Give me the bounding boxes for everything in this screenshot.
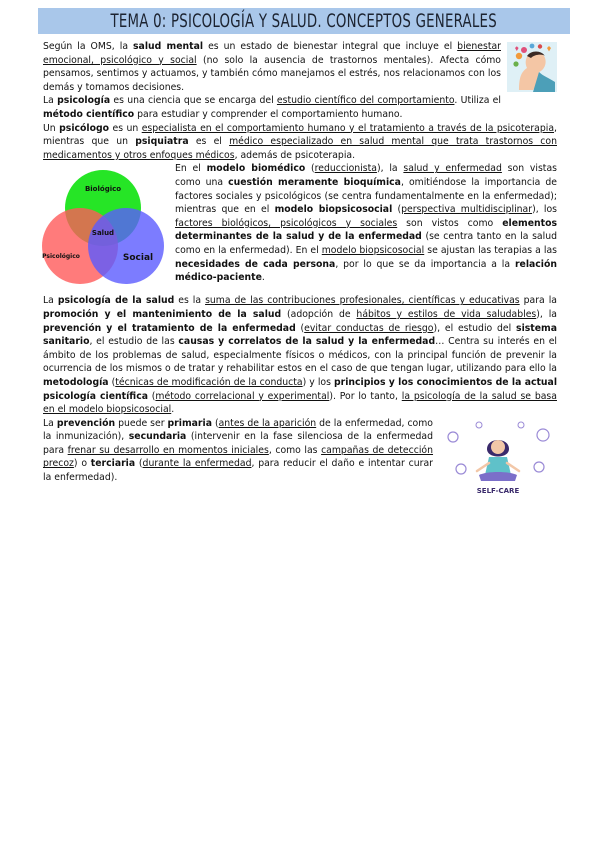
venn-diagram	[39, 164, 167, 292]
venn-label-social: Social	[122, 253, 154, 264]
document-body	[43, 40, 557, 501]
venn-circle-social	[88, 208, 164, 284]
venn-label-psicologico: Psicológico	[42, 253, 80, 261]
self-care-label: SELF-CARE	[476, 486, 520, 495]
venn-label-salud: Salud	[91, 229, 115, 238]
paragraph-prevencion: La prevención puede ser primaria (antes de la aparición de la enfermedad, como la inmunización), secundaria (intervenir en la fase silenciosa de la enfermedad para frenar su desarrollo en momentos iniciales, como las campañas de detección precoz) o terciaria (durante la enfermedad, para reducir el daño e intentar curar la enfermedad).	[43, 417, 434, 484]
self-care-illustration	[439, 419, 557, 497]
mental-health-illustration	[507, 42, 557, 92]
title-bar	[38, 8, 570, 34]
paragraph-salud-mental: Según la OMS, la salud mental es un estado de bienestar integral que incluye el bienestar emocional, psicológico y social (no solo la ausencia de trastornos mentales). Afecta cómo pensamos, sentimos y actuamos, y también cómo manejamos el estrés, nos relacionamos con los demás y tomamos decisiones.	[43, 41, 501, 93]
paragraph-psicologia-salud: La psicología de la salud es la suma de las contribuciones profesionales, científicas y educativas para la promoción y el mantenimiento de la salud (adopción de hábitos y estilos de vida saludables), la prevención y el tratamiento de la enfermedad (evitar conductas de riesgo), el estudio del sistema sanitario, el estudio de las causas y correlatos de la salud y la enfermedad… Centra su interés en el ámbito de los problemas de salud, especialmente físicos o médicos, con la principal función de prevenir la ocurrencia de los mismos o de tratar y rehabilitar estos en el caso de que tengan lugar, utilizando para ello la metodología (técnicas de modificación de la conducta) y los principios y los conocimientos de la actual psicología científica (método correlacional y experimental). Por lo tanto, la psicología de la salud se basa en el modelo biopsicosocial.	[43, 295, 558, 416]
paragraph-modelos: En el modelo biomédico (reduccionista), la salud y enfermedad son vistas como una cuestión meramente bioquímica, omitiéndose la importancia de factores sociales y psicológicos (se centra fundamentalmente en la enfermedad); mientras que en el modelo biopsicosocial (perspectiva multidisciplinar), los factores biológicos, psicológicos y sociales son vistos como elementos determinantes de la salud y de la enfermedad (se centra tanto en la salud como en la enfermedad). En el modelo biopsicosocial se ajustan las terapias a las necesidades de cada persona, por lo que se da importancia a la relación médico-paciente.	[175, 163, 557, 284]
paragraph-psicologia: La psicología es una ciencia que se encarga del estudio científico del comportamiento. Utiliza el método científico para estudiar y comprender el comportamiento humano.	[43, 95, 501, 120]
paragraph-psicologo: Un psicólogo es un especialista en el comportamiento humano y el tratamiento a través de la psicoterapia, mientras que un psiquiatra es el médico especializado en salud mental que trata trastornos con medicamentos y otros enfoques médicos, además de psicoterapia.	[43, 122, 557, 161]
page-title: TEMA 0: PSICOLOGÍA Y SALUD. CONCEPTOS GENERALES	[110, 10, 498, 32]
venn-label-biologico: Biológico	[84, 185, 122, 194]
